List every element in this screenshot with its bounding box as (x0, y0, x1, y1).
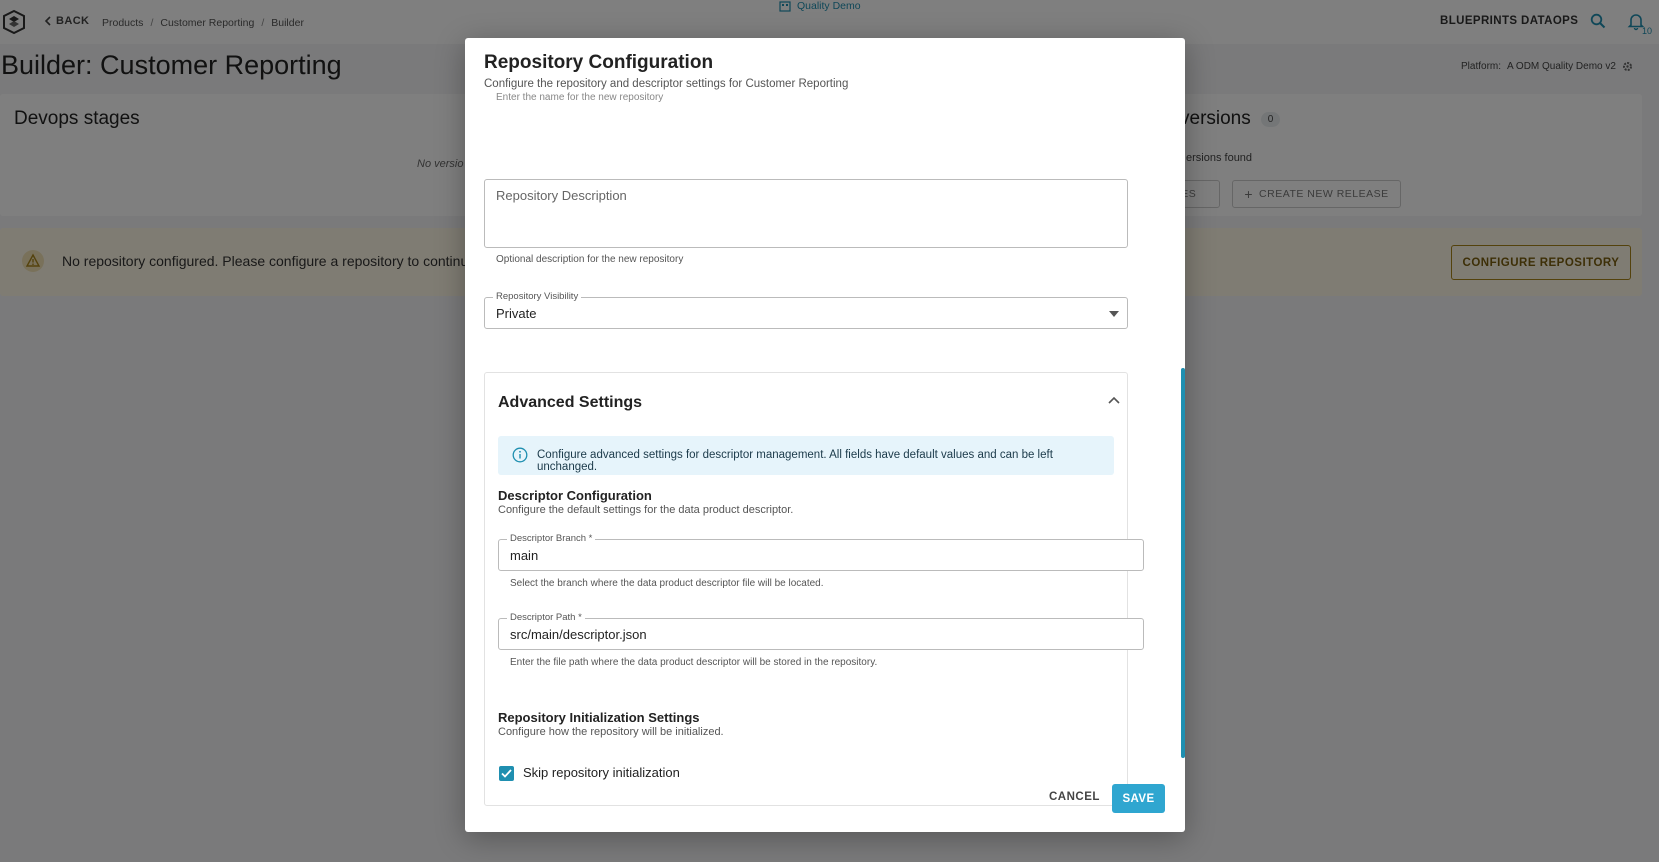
descriptor-branch-field[interactable] (498, 533, 1144, 571)
info-icon (512, 447, 528, 463)
repo-description-placeholder: Repository Description (496, 188, 627, 203)
dialog-subtitle: Configure the repository and descriptor settings for Customer Reporting (484, 78, 849, 90)
repo-description-helper: Optional description for the new repository (496, 254, 684, 265)
repo-visibility-select[interactable] (484, 291, 1128, 329)
descriptor-config-subtitle: Configure the default settings for the data product descriptor. (498, 504, 794, 516)
init-settings-subtitle: Configure how the repository will be initialized. (498, 726, 724, 738)
skip-init-label[interactable]: Skip repository initialization (523, 765, 680, 780)
descriptor-path-helper: Enter the file path where the data product descriptor will be stored in the repository. (510, 657, 878, 668)
descriptor-path-value: src/main/descriptor.json (510, 627, 647, 642)
info-alert-text: Configure advanced settings for descriptor management. All fields have default values and can be left unchanged. (537, 449, 1053, 473)
dialog-title: Repository Configuration (484, 52, 714, 73)
repo-description-field[interactable] (484, 179, 1128, 248)
repo-visibility-value: Private (496, 306, 537, 321)
init-settings-title: Repository Initialization Settings (498, 710, 700, 725)
repo-visibility-label: Repository Visibility (493, 291, 581, 302)
dialog-scrollbar[interactable] (1181, 368, 1185, 758)
repo-name-helper: Enter the name for the new repository (496, 92, 664, 103)
chevron-up-icon[interactable] (1108, 396, 1120, 404)
dialog-scroll-area[interactable] (465, 92, 1185, 796)
dropdown-arrow-icon (1109, 311, 1119, 317)
descriptor-path-label: Descriptor Path * (507, 612, 585, 623)
repository-config-dialog (465, 38, 1185, 832)
descriptor-branch-value: main (510, 548, 539, 563)
descriptor-branch-label: Descriptor Branch * (507, 533, 595, 544)
advanced-settings-panel (484, 372, 1128, 806)
checkmark-icon (501, 769, 512, 778)
advanced-settings-title[interactable]: Advanced Settings (498, 394, 643, 411)
skip-init-checkbox[interactable] (499, 766, 514, 781)
descriptor-config-title: Descriptor Configuration (498, 488, 652, 503)
descriptor-path-field[interactable] (498, 612, 1144, 650)
descriptor-branch-helper: Select the branch where the data product descriptor file will be located. (510, 578, 824, 589)
info-alert (498, 436, 1114, 475)
cancel-button[interactable]: CANCEL (1049, 791, 1100, 803)
save-button[interactable]: SAVE (1112, 784, 1165, 813)
